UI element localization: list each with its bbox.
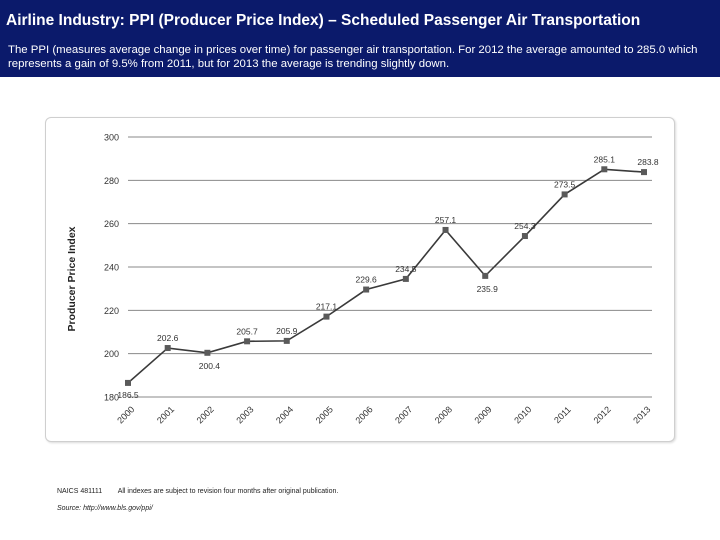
data-point	[482, 273, 488, 279]
data-point	[641, 169, 647, 175]
data-point	[363, 287, 369, 293]
y-tick-label: 240	[103, 262, 119, 273]
data-label: 186.5	[117, 389, 139, 400]
x-tick-label: 2000	[115, 404, 137, 426]
x-tick-label: 2007	[393, 404, 415, 426]
x-tick-label: 2004	[274, 404, 296, 426]
source-note: Source: http://www.bls.gov/ppi/	[57, 505, 153, 512]
data-label: 217.1	[315, 301, 338, 312]
x-tick-label: 2013	[631, 404, 653, 426]
data-point	[204, 350, 210, 356]
x-tick-label: 2012	[591, 404, 613, 426]
data-label: 205.9	[276, 325, 298, 336]
data-label: 205.7	[236, 326, 258, 337]
data-point	[284, 338, 290, 344]
x-tick-label: 2001	[154, 404, 177, 426]
revision-note: All indexes are subject to revision four months after original publication.	[117, 488, 339, 495]
data-label: 234.5	[395, 263, 417, 274]
y-tick-label: 260	[103, 219, 119, 230]
x-tick-label: 2006	[353, 404, 375, 426]
data-label: 229.6	[355, 274, 377, 285]
footnote	[57, 488, 338, 495]
y-tick-label: 300	[103, 132, 119, 143]
x-tick-label: 2008	[432, 404, 455, 426]
data-label: 285.1	[593, 154, 615, 165]
data-point	[323, 314, 329, 320]
data-label: 283.8	[637, 157, 659, 168]
data-point	[125, 380, 131, 386]
x-tick-label: 2009	[472, 404, 494, 426]
data-point	[165, 345, 171, 351]
page-title: Airline Industry: PPI (Producer Price Index) – Scheduled Passenger Air Transportation	[6, 12, 641, 29]
x-tick-label: 2010	[512, 404, 534, 426]
data-label: 235.9	[476, 283, 498, 294]
x-tick-label: 2003	[234, 404, 256, 426]
data-point	[443, 227, 449, 233]
y-tick-label: 220	[103, 305, 119, 316]
data-label: 202.6	[157, 333, 179, 344]
y-tick-label: 200	[103, 349, 119, 360]
data-point	[403, 276, 409, 282]
x-tick-label: 2011	[552, 404, 573, 426]
chart-frame	[45, 117, 675, 442]
ppi-line-chart	[46, 118, 674, 441]
page-description: The PPI (measures average change in prices over time) for passenger air transportation. For 2012 the average amounted to 285.0 which represents a gain of 9.5% from 2011, but for 2013 the average is trending slightly down.	[8, 44, 698, 70]
x-tick-label: 2005	[313, 404, 335, 426]
data-point	[601, 166, 607, 172]
data-point	[244, 338, 250, 344]
header-banner	[0, 0, 720, 77]
data-label: 257.1	[434, 214, 457, 225]
x-tick-label: 2002	[194, 404, 216, 426]
naics-code: NAICS 481111	[57, 488, 103, 495]
data-label: 254.3	[514, 221, 536, 232]
y-tick-label: 280	[103, 175, 119, 186]
data-point	[562, 191, 568, 197]
data-label: 200.4	[198, 360, 221, 371]
y-tick-label: 180	[103, 392, 119, 403]
data-label: 273.5	[553, 179, 576, 190]
data-point	[522, 233, 528, 239]
y-axis-title: Producer Price Index	[66, 226, 78, 332]
